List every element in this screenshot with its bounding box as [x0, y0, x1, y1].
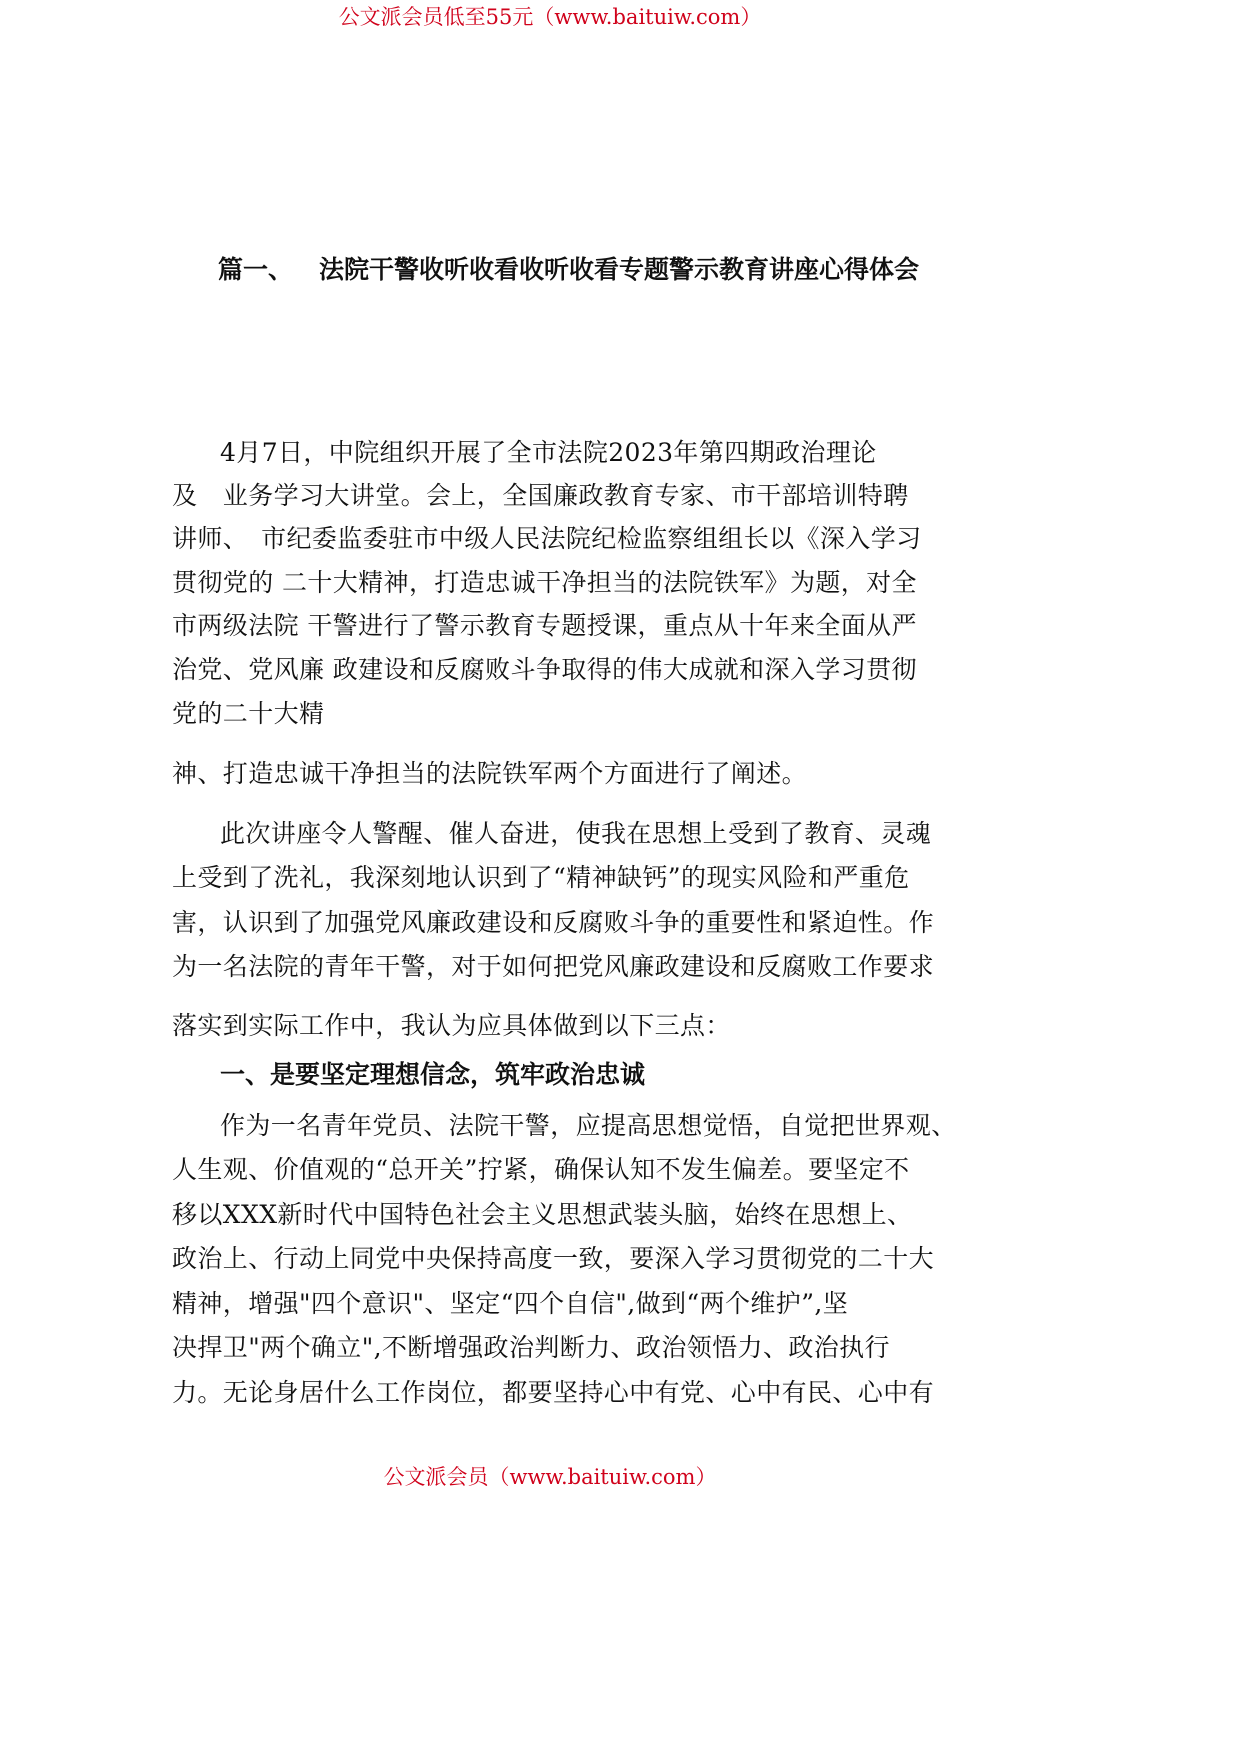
paragraph-line: 落实到实际工作中，我认为应具体做到以下三点：: [172, 1011, 731, 1040]
section-heading: 一、是要坚定理想信念，筑牢政治忠诚: [220, 1060, 646, 1089]
document-title: [218, 250, 919, 290]
paragraph-line: 讲师、 市纪委监委驻市中级人民法院纪检监察组组长以《深入学习: [172, 524, 922, 553]
paragraph-line: 治党、党风廉 政建设和反腐败斗争取得的伟大成就和深入学习贯彻: [172, 655, 917, 684]
paragraph-line: 党的二十大精: [172, 699, 325, 728]
paragraph-line: 人生观、价值观的“总开关”拧紧，确保认知不发生偏差。要坚定不: [172, 1155, 910, 1184]
paragraph-line: 市两级法院 干警进行了警示教育专题授课，重点从十年来全面从严: [172, 611, 917, 640]
paragraph-line: 及 业务学习大讲堂。会上，全国廉政教育专家、市干部培训特聘: [172, 481, 909, 510]
paragraph-line: 决捍卫"两个确立",不断增强政治判断力、政治领悟力、政治执行: [172, 1333, 890, 1362]
paragraph-line: 神、打造忠诚干净担当的法院铁军两个方面进行了阐述。: [172, 759, 808, 788]
paragraph-line: 4月7日，中院组织开展了全市法院2023年第四期政治理论: [220, 438, 877, 467]
paragraph-line: 精神，增强"四个意识"、坚定“四个自信",做到“两个维护”,坚: [172, 1289, 849, 1318]
paragraph-line: 上受到了洗礼，我深刻地认识到了“精神缺钙”的现实风险和严重危: [172, 863, 910, 892]
footer-promo-text: 公文派会员（www.baituiw.com）: [383, 1465, 717, 1489]
paragraph-line: 贯彻党的 二十大精神，打造忠诚干净担当的法院铁军》为题，对全: [172, 568, 917, 597]
title-text: 法院干警收听收看收听收看专题警示教育讲座心得体会: [319, 255, 920, 284]
paragraph-line: 移以XXX新时代中国特色社会主义思想武装头脑，始终在思想上、: [172, 1200, 913, 1229]
paragraph-line: 政治上、行动上同党中央保持高度一致，要深入学习贯彻党的二十大: [172, 1244, 935, 1273]
paragraph-line: 此次讲座令人警醒、催人奋进，使我在思想上受到了教育、灵魂: [220, 819, 932, 848]
paragraph-line: 为一名法院的青年干警，对于如何把党风廉政建设和反腐败工作要求: [172, 952, 935, 981]
paragraph-line: 害，认识到了加强党风廉政建设和反腐败斗争的重要性和紧迫性。作: [172, 908, 935, 937]
title-number: 篇一、: [218, 255, 294, 284]
paragraph-line: 力。无论身居什么工作岗位，都要坚持心中有党、心中有民、心中有: [172, 1378, 935, 1407]
paragraph-line: 作为一名青年党员、法院干警，应提高思想觉悟，自觉把世界观、: [220, 1111, 957, 1140]
header-promo-text: 公文派会员低至55元（www.baituiw.com）: [338, 5, 762, 29]
